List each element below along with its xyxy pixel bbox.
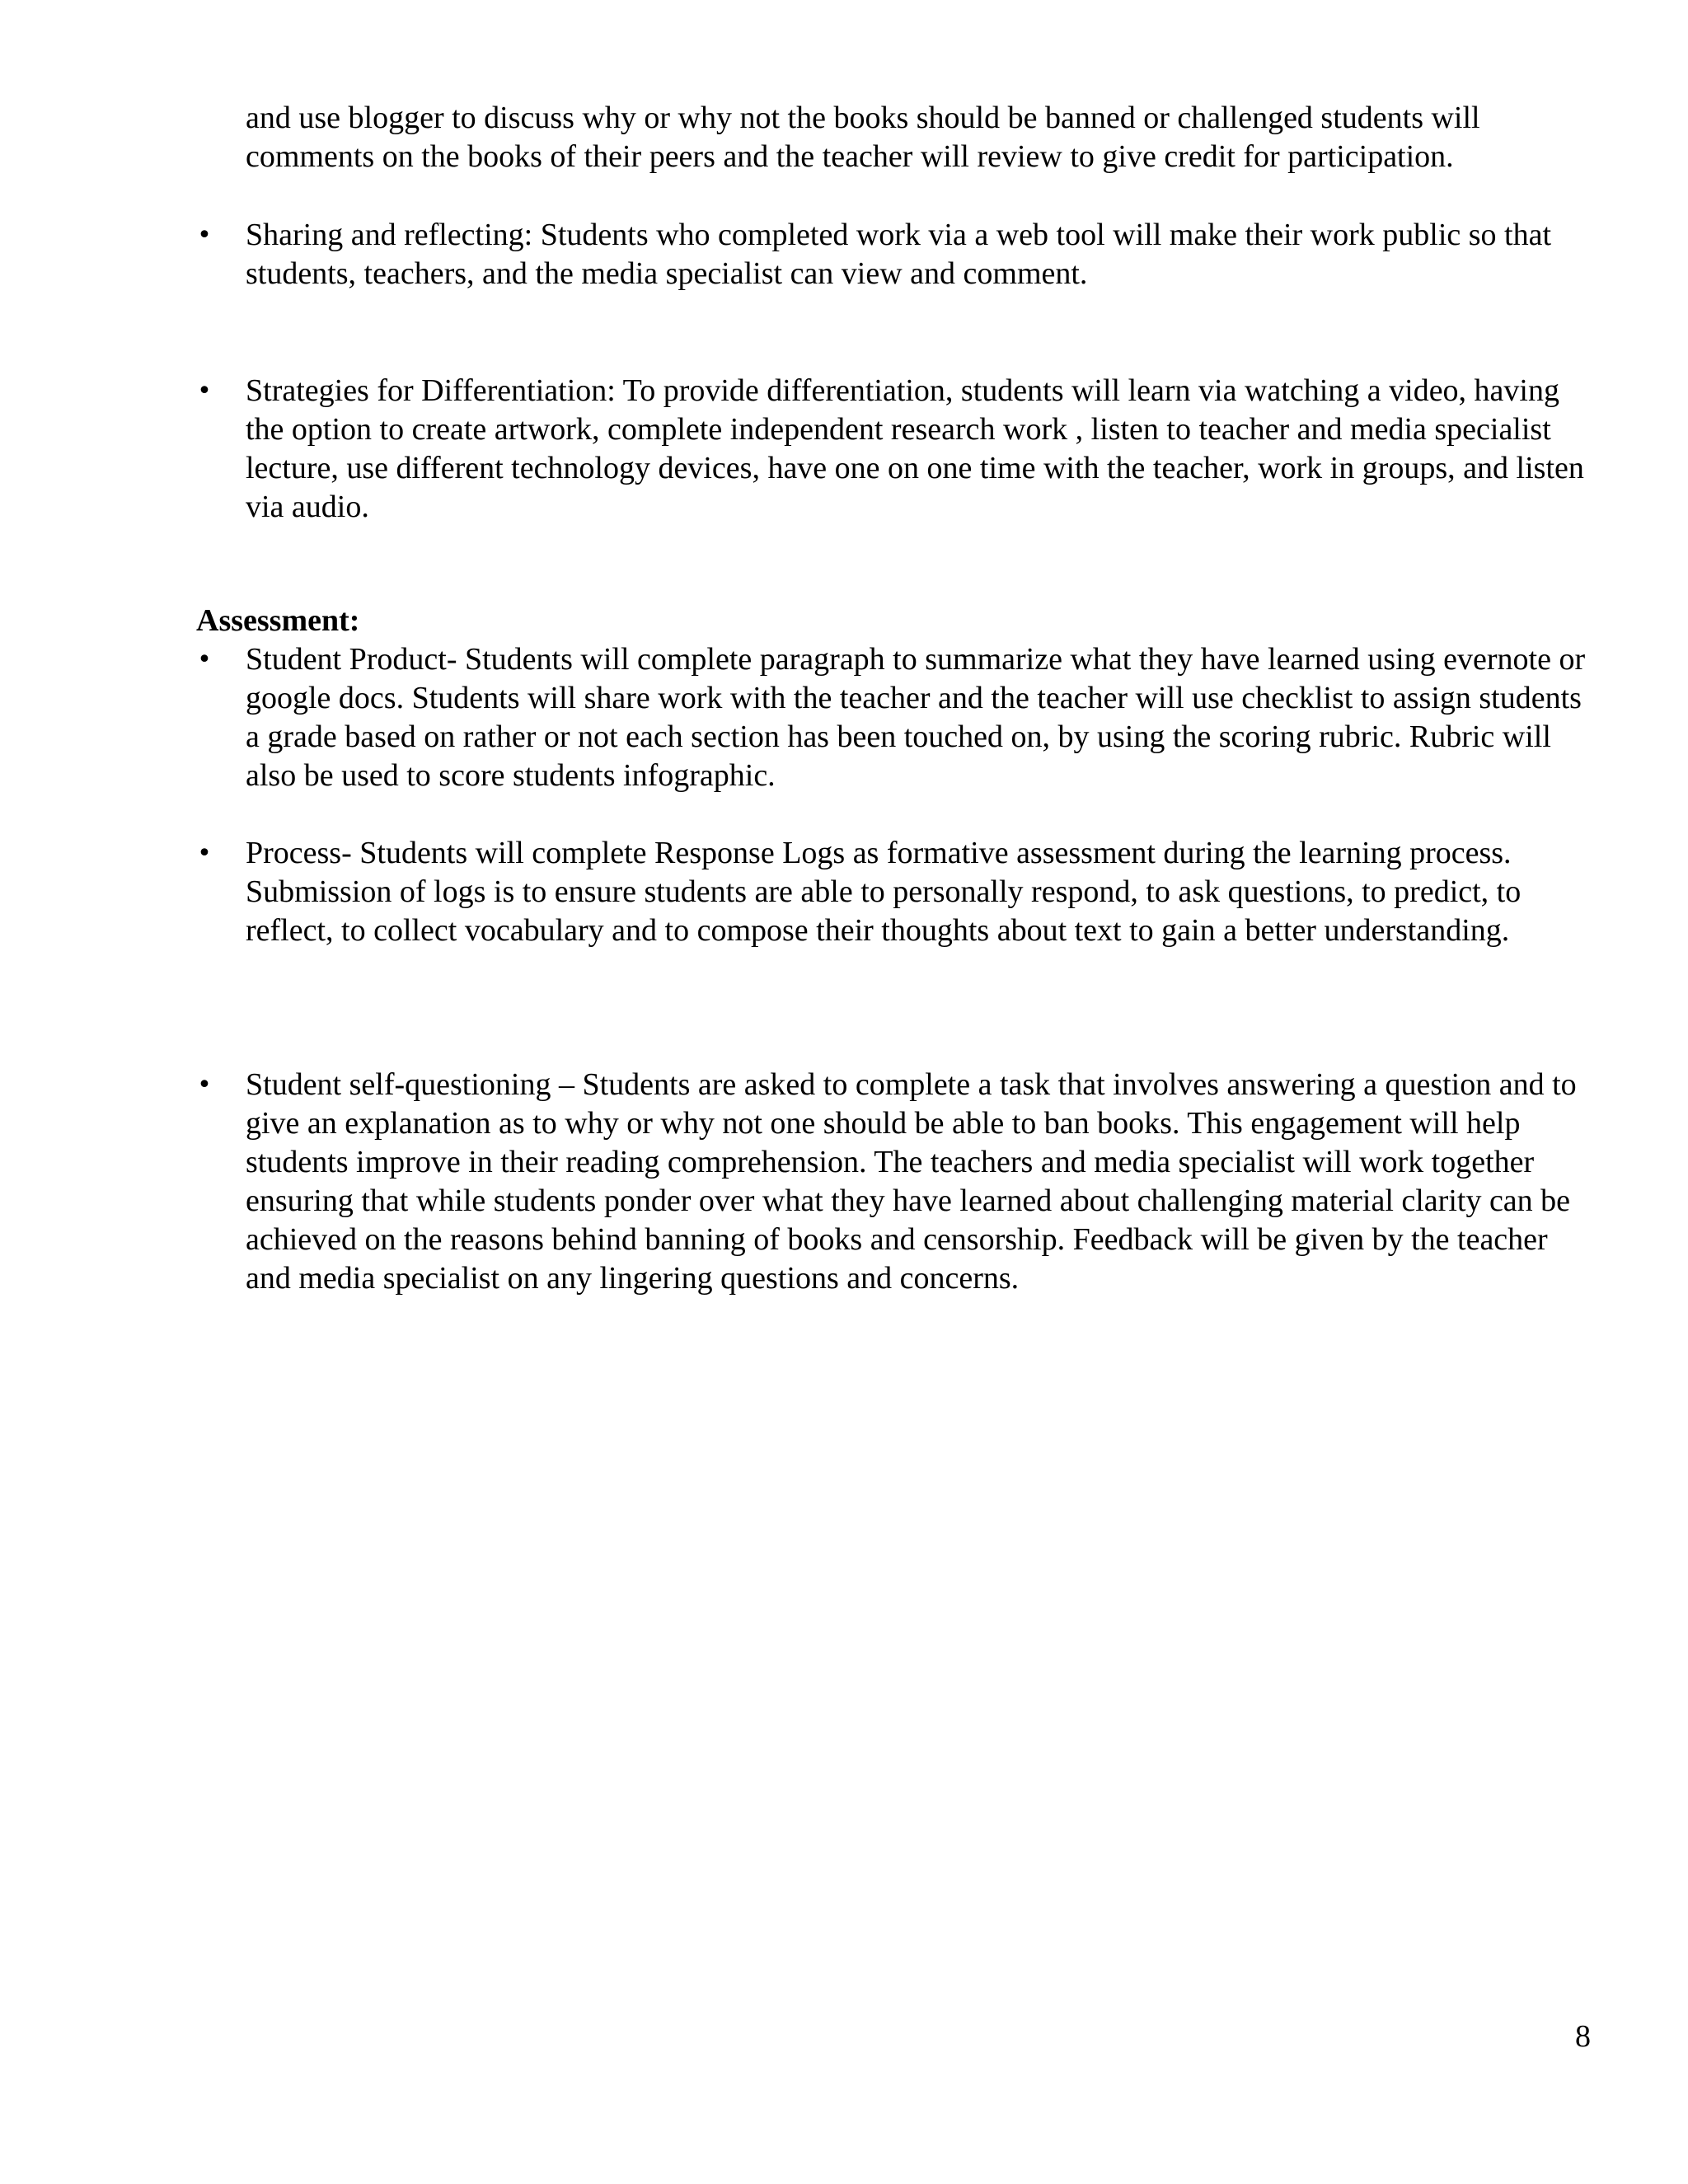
intro-paragraph: and use blogger to discuss why or why not the books should be banned or challenged students will comments on the books of their peers and the teacher will review to give credit for participation.	[246, 101, 1480, 174]
list-item-text: Process- Students will complete Response Logs as formative assessment during the learning process. Submission of logs is to ensure students are able to personally respond, to ask questions, to predict, to reflect, to collect vocabulary and to compose their thoughts about text to gain a better understanding.	[246, 836, 1522, 948]
list-item-text: Student Product- Students will complete paragraph to summarize what they have learned using evernote or google docs. Students will share work with the teacher and the teacher will use checklist to assign students a grade based on rather or not each section has been touched on, by using the scoring rubric. Rubric will also be used to score students infographic.	[246, 642, 1586, 793]
bullet-icon: •	[197, 221, 212, 250]
bullet-icon: •	[197, 645, 212, 674]
page-number: 8	[1575, 2019, 1591, 2054]
bullet-icon: •	[197, 377, 212, 405]
list-item-text: Strategies for Differentiation: To provide differentiation, students will learn via watching a video, having the option to create artwork, complete independent research work , listen to teacher and media specialist lecture, use different technology devices, have one on one time with the teacher, work in groups, and listen via audio.	[246, 373, 1584, 524]
list-item-text: Student self-questioning – Students are asked to complete a task that involves answering a question and to give an explanation as to why or why not one should be able to ban books. This engagement will help students improve in their reading comprehension. The teachers and media specialist will work together ensuring that while students ponder over what they have learned about challenging material clarity can be achieved on the reasons behind banning of books and censorship. Feedback will be given by the teacher and media specialist on any lingering questions and concerns.	[246, 1067, 1577, 1296]
bullet-icon: •	[197, 1071, 212, 1099]
list-item-text: Sharing and reflecting: Students who completed work via a web tool will make their work public so that students, teachers, and the media specialist can view and comment.	[246, 218, 1552, 291]
assessment-heading: Assessment:	[196, 603, 360, 638]
bullet-icon: •	[197, 839, 212, 868]
